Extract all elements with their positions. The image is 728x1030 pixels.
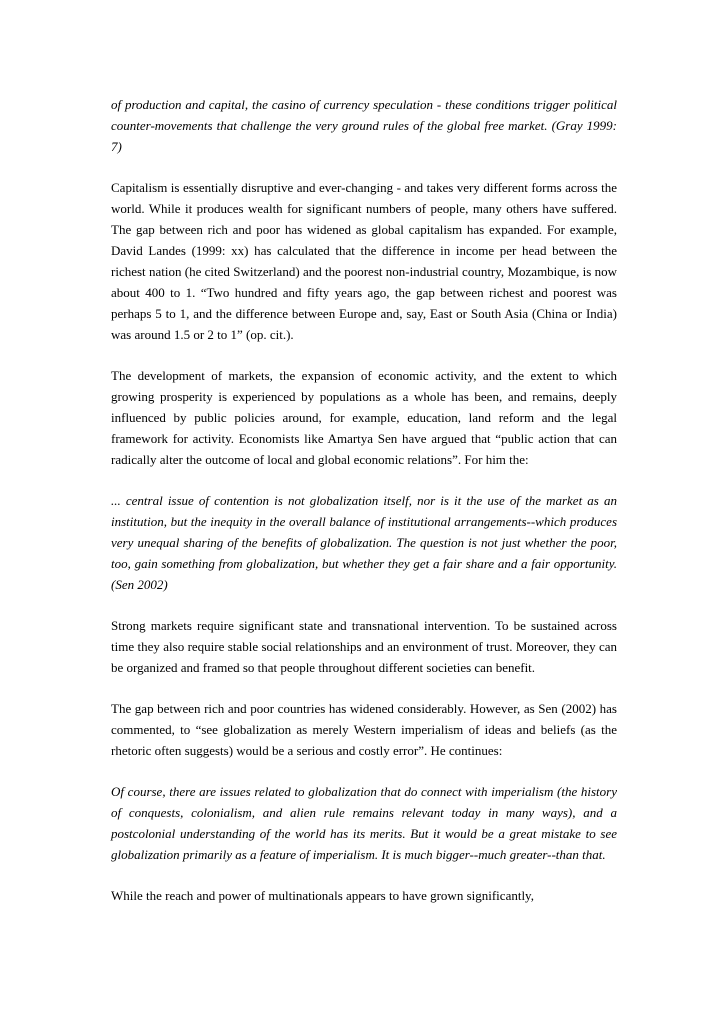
document-page	[111, 94, 617, 926]
quote-gray-continuation: of production and capital, the casino of currency speculation - these conditions trigger political counter-movements that challenge the very ground rules of the global free market. (Gray 1999: 7)	[111, 97, 617, 154]
quote-sen-inequity: ... central issue of contention is not globalization itself, nor is it the use of the market as an institution, but the inequity in the overall balance of institutional arrangements--which produces very unequal sharing of the benefits of globalization. The question is not just whether the poor, too, gain something from globalization, but whether they get a fair share and a fair opportunity. (Sen 2002)	[111, 493, 617, 592]
paragraph-markets-development: The development of markets, the expansion of economic activity, and the extent to which growing prosperity is experienced by populations as a whole has been, and remains, deeply influenced by public policies around, for example, education, land reform and the legal framework for activity. Economists like Amartya Sen have argued that “public action that can radically alter the outcome of local and global economic relations”. For him the:	[111, 368, 617, 467]
paragraph-rich-poor-gap: The gap between rich and poor countries has widened considerably. However, as Sen (2002) has commented, to “see globalization as merely Western imperialism of ideas and beliefs (as the rhetoric often suggests) would be a serious and costly error”. He continues:	[111, 701, 617, 758]
paragraph-multinationals: While the reach and power of multinationals appears to have grown significantly,	[111, 888, 534, 903]
paragraph-strong-markets: Strong markets require significant state and transnational intervention. To be sustained across time they also require stable social relationships and an environment of trust. Moreover, they can be organized and framed so that people throughout different societies can benefit.	[111, 618, 617, 675]
quote-sen-imperialism: Of course, there are issues related to globalization that do connect with imperialism (the history of conquests, colonialism, and alien rule remains relevant today in many ways), and a postcolonial understanding of the world has its merits. But it would be a great mistake to see globalization primarily as a feature of imperialism. It is much bigger--much greater--than that.	[111, 784, 617, 862]
paragraph-capitalism: Capitalism is essentially disruptive and ever-changing - and takes very different forms across the world. While it produces wealth for significant numbers of people, many others have suffered. The gap between rich and poor has widened as global capitalism has expanded. For example, David Landes (1999: xx) has calculated that the difference in income per head between the richest nation (he cited Switzerland) and the poorest non-industrial country, Mozambique, is now about 400 to 1. “Two hundred and fifty years ago, the gap between richest and poorest was perhaps 5 to 1, and the difference between Europe and, say, East or South Asia (China or India) was around 1.5 or 2 to 1” (op. cit.).	[111, 180, 617, 342]
